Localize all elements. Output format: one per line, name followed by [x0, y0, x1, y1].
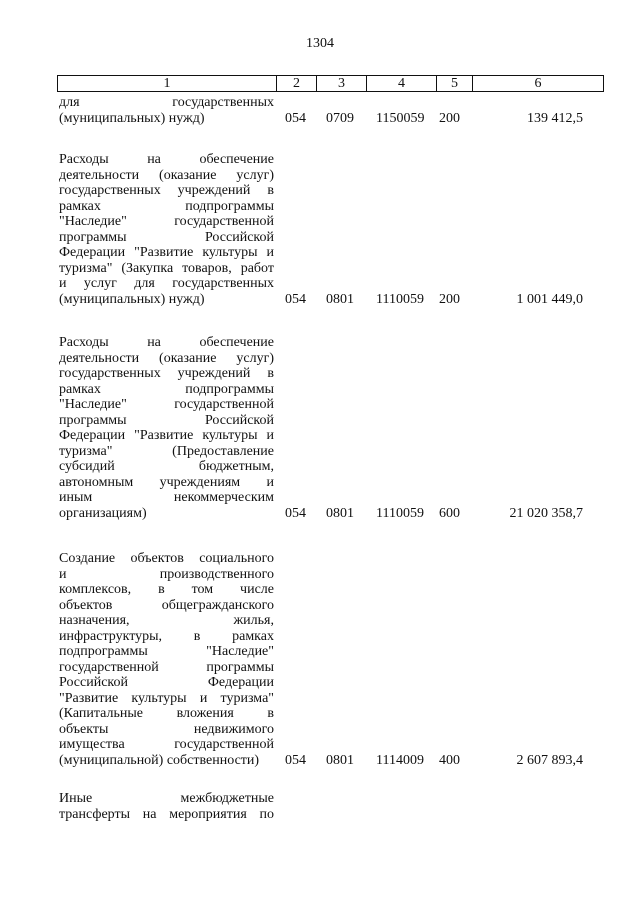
description-line: подпрограммы "Наследие": [59, 644, 274, 659]
description-line: Расходы на обеспечение: [59, 335, 274, 350]
row-description: [59, 791, 274, 822]
description-line: программы Российской: [59, 412, 274, 428]
cell-amount: 21 020 358,7: [509, 505, 583, 521]
description-line: государственной программы: [59, 659, 274, 675]
cell-code: 054: [285, 752, 306, 768]
cell-amount: 139 412,5: [527, 110, 583, 126]
description-line: и услуг для государственных: [59, 276, 274, 291]
description-line: назначения, жилья,: [59, 613, 274, 628]
description-line: инфраструктуры, в рамках: [59, 628, 274, 644]
header-col-5: 5: [437, 76, 473, 91]
header-col-1: 1: [58, 76, 277, 91]
description-line: организациям): [59, 505, 147, 521]
row-description: [59, 335, 274, 521]
description-line: для государственных: [59, 95, 274, 110]
description-line: объекты недвижимого: [59, 721, 274, 737]
cell-amount: 1 001 449,0: [516, 291, 583, 307]
description-line: Российской Федерации: [59, 675, 274, 690]
row-description: [59, 152, 274, 307]
description-line: трансферты на мероприятия по: [59, 806, 274, 822]
description-line: "Развитие культуры и туризма": [59, 690, 274, 706]
description-line: (муниципальных) нужд): [59, 291, 205, 307]
cell-code: 054: [285, 110, 306, 126]
cell-type: 200: [439, 291, 460, 307]
cell-code: 054: [285, 291, 306, 307]
cell-section: 0801: [326, 291, 354, 307]
row-description: [59, 551, 274, 768]
description-line: автономным учреждениям и: [59, 474, 274, 490]
description-line: государственных учреждений в: [59, 183, 274, 198]
cell-code: 054: [285, 505, 306, 521]
description-line: программы Российской: [59, 229, 274, 245]
cell-type: 600: [439, 505, 460, 521]
description-line: деятельности (оказание услуг): [59, 167, 274, 183]
description-line: туризма" (Предоставление: [59, 443, 274, 459]
description-line: деятельности (оказание услуг): [59, 350, 274, 366]
description-line: рамках подпрограммы: [59, 198, 274, 214]
description-line: "Наследие" государственной: [59, 214, 274, 229]
description-line: (муниципальной) собственности): [59, 752, 260, 768]
description-line: Федерации "Развитие культуры и: [59, 245, 274, 260]
cell-type: 200: [439, 110, 460, 126]
description-line: туризма" (Закупка товаров, работ: [59, 260, 274, 276]
description-line: Иные межбюджетные: [59, 791, 274, 806]
header-col-6: 6: [534, 76, 542, 91]
cell-section: 0709: [326, 110, 354, 126]
header-col-2: 2: [277, 76, 317, 91]
table-header: [57, 75, 604, 92]
description-line: Федерации "Развитие культуры и: [59, 428, 274, 443]
description-line: Создание объектов социального: [59, 551, 274, 566]
row-description: [59, 95, 274, 126]
description-line: и производственного: [59, 566, 274, 582]
header-col-4: 4: [367, 76, 437, 91]
description-line: иным некоммерческим: [59, 490, 274, 505]
description-line: имущества государственной: [59, 737, 274, 752]
description-line: государственных учреждений в: [59, 366, 274, 381]
description-line: объектов общегражданского: [59, 597, 274, 613]
header-col-3: 3: [317, 76, 367, 91]
cell-target: 1110059: [376, 291, 424, 307]
description-line: субсидий бюджетным,: [59, 459, 274, 474]
cell-target: 1150059: [376, 110, 425, 126]
description-line: (Капитальные вложения в: [59, 706, 274, 721]
cell-section: 0801: [326, 505, 354, 521]
cell-target: 1110059: [376, 505, 424, 521]
description-line: комплексов, в том числе: [59, 582, 274, 597]
cell-amount: 2 607 893,4: [516, 752, 583, 768]
description-line: Расходы на обеспечение: [59, 152, 274, 167]
cell-target: 1114009: [376, 752, 424, 768]
description-line: "Наследие" государственной: [59, 397, 274, 412]
cell-type: 400: [439, 752, 460, 768]
page-number: 1304: [306, 36, 334, 51]
cell-section: 0801: [326, 752, 354, 768]
description-line: рамках подпрограммы: [59, 381, 274, 397]
description-line: (муниципальных) нужд): [59, 110, 205, 126]
